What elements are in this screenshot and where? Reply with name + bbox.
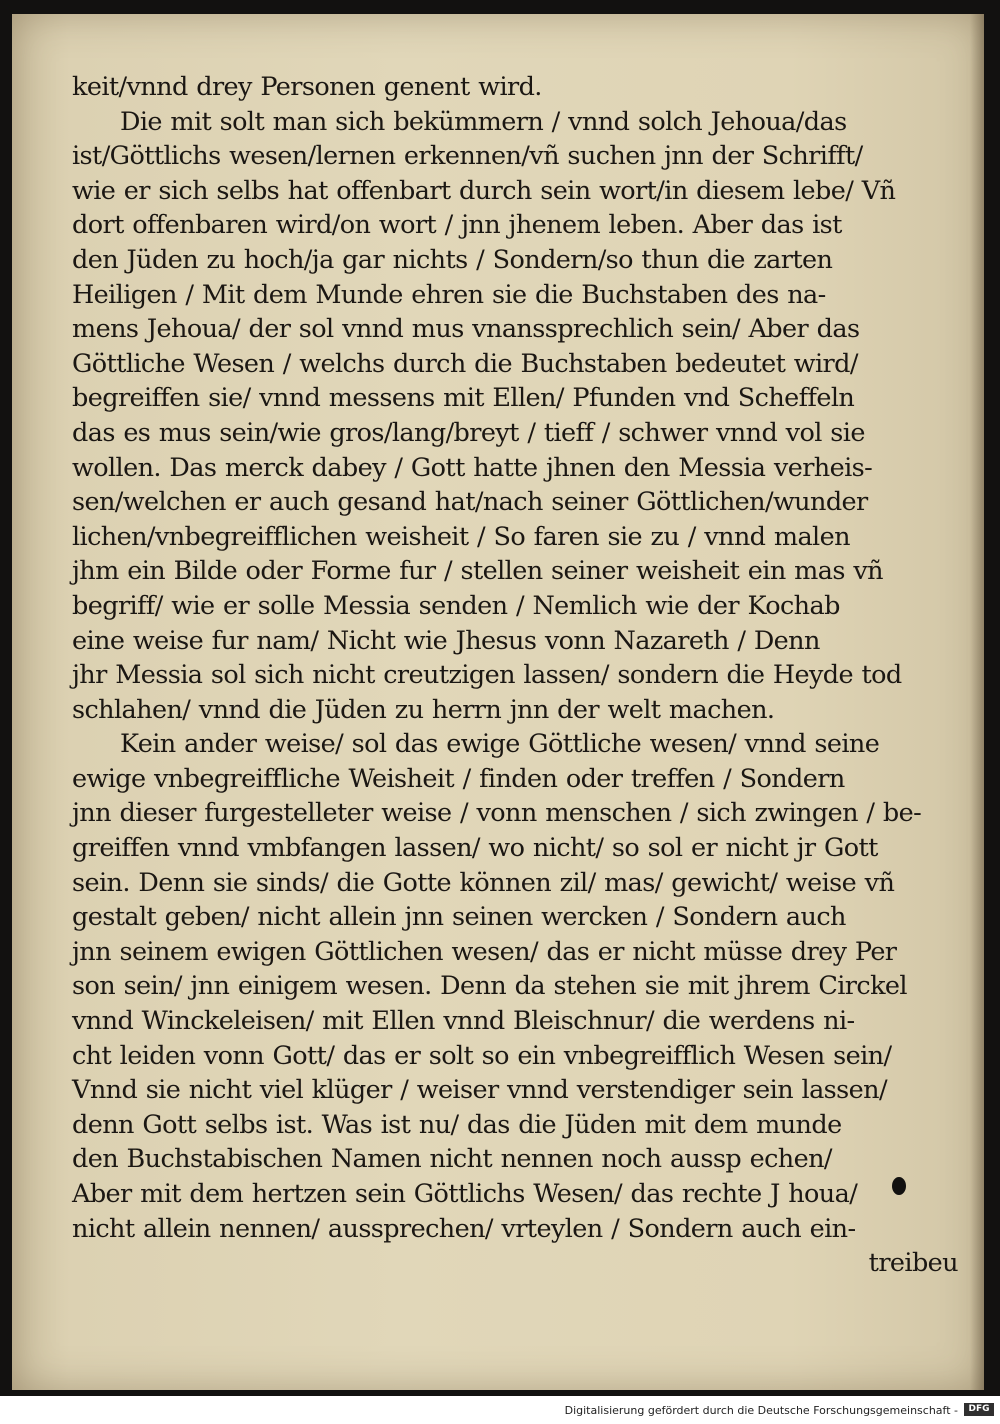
text-line: keit/vnnd drey Personen genent wird. [72, 72, 542, 102]
text-line: cht leiden vonn Gott/ das er solt so ein vnbegreifflich Wesen sein/ [72, 1040, 892, 1071]
text-line: nicht allein nennen/ aussprechen/ vrteylen / Sondern auch ein- [72, 1213, 856, 1244]
text-line: vnnd Winckeleisen/ mit Ellen vnnd Bleischnur/ die werdens ni- [72, 1006, 855, 1037]
text-line: denn Gott selbs ist. Was ist nu/ das die Jüden mit dem munde [72, 1109, 842, 1140]
text-line: eine weise fur nam/ Nicht wie Jhesus vonn Nazareth / Denn [72, 625, 820, 656]
text-line: ewige vnbegreiffliche Weisheit / finden oder treffen / Sondern [72, 763, 845, 794]
text-line: Vnnd sie nicht viel klüger / weiser vnnd verstendiger sein lassen/ [72, 1075, 887, 1106]
footer-bar [0, 1396, 1000, 1424]
body-text [72, 70, 972, 1281]
funding-credit: Digitalisierung gefördert durch die Deutsche Forschungsgemeinschaft - [564, 1404, 958, 1417]
dfg-logo-icon: DFG [964, 1403, 994, 1416]
text-line: Aber mit dem hertzen sein Göttlichs Wesen/ das rechte J houa/ [72, 1179, 858, 1209]
book-page [12, 14, 984, 1390]
text-line: wollen. Das merck dabey / Gott hatte jhnen den Messia verheis- [72, 452, 873, 483]
text-line: Die mit solt man sich bekümmern / vnnd solch Jehoua/das [120, 106, 847, 137]
text-line: das es mus sein/wie gros/lang/breyt / tieff / schwer vnnd vol sie [72, 417, 865, 448]
text-line: jhm ein Bilde oder Forme fur / stellen seiner weisheit ein mas vñ [72, 556, 883, 587]
text-line: Göttliche Wesen / welchs durch die Buchstaben bedeutet wird/ [72, 348, 858, 379]
text-line: mens Jehoua/ der sol vnnd mus vnanssprechlich sein/ Aber das [72, 314, 860, 345]
text-line: wie er sich selbs hat offenbart durch sein wort/in diesem lebe/ Vñ [72, 175, 896, 206]
text-line: jhr Messia sol sich nicht creutzigen lassen/ sondern die Heyde tod [72, 660, 902, 691]
text-line: jnn dieser furgestelleter weise / vonn menschen / sich zwingen / be- [72, 798, 922, 829]
text-line: Kein ander weise/ sol das ewige Göttliche wesen/ vnnd seine [120, 729, 880, 760]
text-line: gestalt geben/ nicht allein jnn seinen wercken / Sondern auch [72, 902, 846, 933]
text-line: sein. Denn sie sinds/ die Gotte können zil/ mas/ gewicht/ weise vñ [72, 867, 895, 898]
text-line: son sein/ jnn einigem wesen. Denn da stehen sie mit jhrem Circkel [72, 971, 907, 1002]
text-line: ist/Göttlichs wesen/lernen erkennen/vñ suchen jnn der Schrifft/ [72, 141, 863, 172]
text-line: sen/welchen er auch gesand hat/nach seiner Göttlichen/wunder [72, 487, 868, 518]
text-line: schlahen/ vnnd die Jüden zu herrn jnn der welt machen. [72, 694, 775, 725]
text-line: jnn seinem ewigen Göttlichen wesen/ das er nicht müsse drey Per [72, 936, 897, 967]
text-line: den Jüden zu hoch/ja gar nichts / Sondern/so thun die zarten [72, 244, 833, 275]
text-line: greiffen vnnd vmbfangen lassen/ wo nicht/ so sol er nicht jr Gott [72, 833, 878, 864]
ink-blot [892, 1177, 906, 1195]
text-line: begreiffen sie/ vnnd messens mit Ellen/ Pfunden vnd Scheffeln [72, 383, 855, 414]
text-line: den Buchstabischen Namen nicht nennen noch aussp echen/ [72, 1144, 832, 1175]
text-line: dort offenbaren wird/on wort / jnn jhenem leben. Aber das ist [72, 210, 842, 241]
text-line: Heiligen / Mit dem Munde ehren sie die Buchstaben des na- [72, 279, 826, 310]
text-line: lichen/vnbegreifflichen weisheit / So faren sie zu / vnnd malen [72, 521, 850, 552]
catchword: treibeu [868, 1248, 958, 1279]
text-line: begriff/ wie er solle Messia senden / Nemlich wie der Kochab [72, 590, 840, 621]
page-gutter-shadow [970, 14, 984, 1390]
